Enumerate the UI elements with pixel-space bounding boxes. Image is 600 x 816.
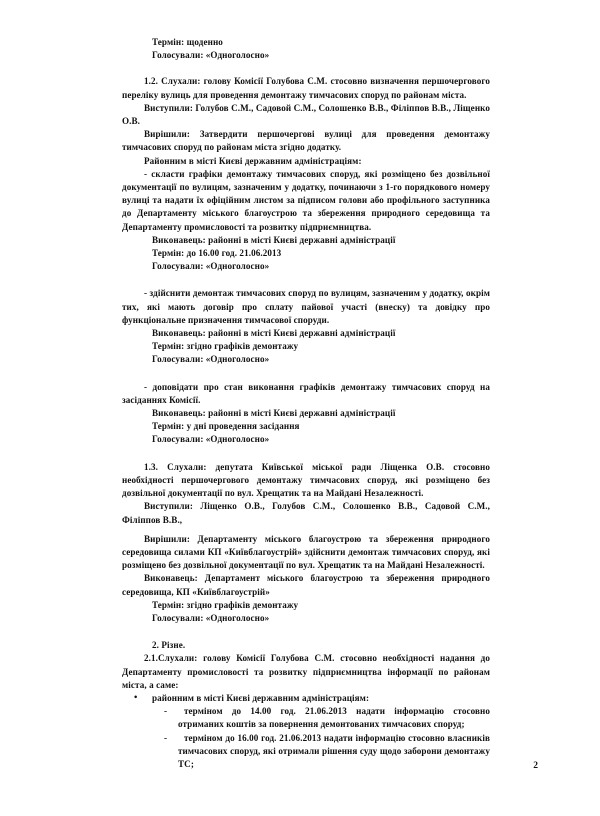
- paragraph-task-schedules: - скласти графіки демонтажу тимчасових споруд, які розміщено без дозвільної документації по вулицям, зазначеним у додатку, починаючи з 1-го порядкового номеру вулиці та надати їх офіційним листом за підписом голови або профільного заступника до Департаменту міського благоустрою та збереження природного середовища та Департаменту промисловості та розвитку підприємництва.: [122, 168, 490, 232]
- list-item-label: терміном до 14.00 год. 21.06.2013 надати інформацію стосовно отриманих коштів за повернення демонтованих тимчасових споруд;: [178, 706, 490, 730]
- paragraph-item-1-3-heard: 1.3. Слухали: депутата Київської міської ради Ліщенка О.В. стосовно необхідності першочергового демонтажу тимчасових споруд, які розміщено без дозвільної документації по вул. Хрещатик та на Майдані Незалежності.: [122, 461, 490, 499]
- paragraph-term-1: Термін: до 16.00 год. 21.06.2013: [152, 248, 282, 259]
- paragraph-executor-3: Виконавець: районні в місті Києві державні адміністрації: [152, 408, 396, 419]
- list-item-district-administrations-2: [122, 692, 490, 705]
- paragraph-item-2-1-heard: 2.1.Слухали: голову Комісії Голубова С.М. стосовно необхідності надання до Департаменту промисловості та розвитку підприємництва інформації по районам міста, а саме:: [122, 653, 490, 690]
- list-item-deadline-1400: [122, 705, 490, 731]
- paragraph-item-1-2-heard: 1.2. Слухали: голову Комісії Голубова С.М. стосовно визначення першочергового переліку вулиць для проведення демонтажу тимчасових споруд по районам міста.: [122, 76, 490, 100]
- document-body: [122, 36, 490, 771]
- paragraph-term-4: Термін: згідно графіків демонтажу: [152, 599, 299, 610]
- bullet-icon: •: [134, 692, 138, 703]
- paragraph-vote-unanimous-3: Голосували: «Одноголосно»: [152, 354, 270, 365]
- heading-section-2-misc: 2. Різне.: [152, 640, 186, 651]
- paragraph-term-3: Термін: у дні проведення засідання: [152, 421, 300, 432]
- paragraph-vote-unanimous-1: Голосували: «Одноголосно»: [152, 50, 270, 61]
- paragraph-vote-unanimous-4: Голосували: «Одноголосно»: [152, 434, 270, 445]
- list-item-label: терміном до 16.00 год. 21.06.2013 надати інформацію стосовно власників тимчасових споруд, які отримали рішення суду щодо заборони демонтажу ТС;: [178, 732, 490, 769]
- paragraph-task-dismantle: - здійснити демонтаж тимчасових споруд по вулицям, зазначеним у додатку, окрім тих, які мають договір про сплату пайової участі (внеску) та довідку про функціональне призначення тимчасової споруди.: [122, 288, 490, 325]
- dash-icon: -: [164, 732, 168, 743]
- paragraph-executor-4: Виконавець: Департамент міського благоустрою та збереження природного середовища, КП «Київблагоустрій»: [122, 573, 490, 597]
- paragraph-executor-2: Виконавець: районні в місті Києві державні адміністрації: [152, 328, 396, 339]
- list-item-label: районним в місті Києві державним адміністраціям:: [152, 692, 370, 703]
- paragraph-term-2: Термін: згідно графіків демонтажу: [152, 341, 299, 352]
- page-number: 2: [533, 761, 538, 771]
- paragraph-item-1-3-speakers: Виступили: Ліщенко О.В., Голубов С.М., Солошенко В.В., Садовой С.М., Філіппов В.В.,: [122, 501, 490, 525]
- paragraph-term-daily: Термін: щоденно: [152, 37, 223, 47]
- paragraph-item-1-3-decided: Вирішили: Департаменту міського благоустрою та збереження природного середовища силами КП «Київблагоустрій» здійснити демонтаж тимчасових споруд, які розміщено без дозвільної документації по вул. Хрещатик та на Майдані Незалежності.: [122, 533, 490, 571]
- paragraph-vote-unanimous-2: Голосували: «Одноголосно»: [152, 261, 270, 272]
- paragraph-task-report: - доповідати про стан виконання графіків демонтажу тимчасових споруд на засіданнях Комісії.: [122, 381, 490, 405]
- paragraph-item-1-2-speakers: Виступили: Голубов С.М., Садовой С.М., Солошенко В.В., Філіппов В.В., Ліщенко О.В.: [122, 102, 490, 127]
- list-item-deadline-1600: [122, 732, 490, 772]
- dash-icon: -: [164, 706, 168, 717]
- paragraph-vote-unanimous-5: Голосували: «Одноголосно»: [152, 612, 270, 623]
- paragraph-executor-1: Виконавець: районні в місті Києві державні адміністрації: [152, 234, 396, 245]
- paragraph-district-administrations-1: Районним в місті Києві державним адміністраціям:: [144, 155, 362, 166]
- paragraph-item-1-2-decided: Вирішили: Затвердити першочергові вулиці для проведення демонтажу тимчасових споруд по районам міста згідно додатку.: [122, 129, 490, 153]
